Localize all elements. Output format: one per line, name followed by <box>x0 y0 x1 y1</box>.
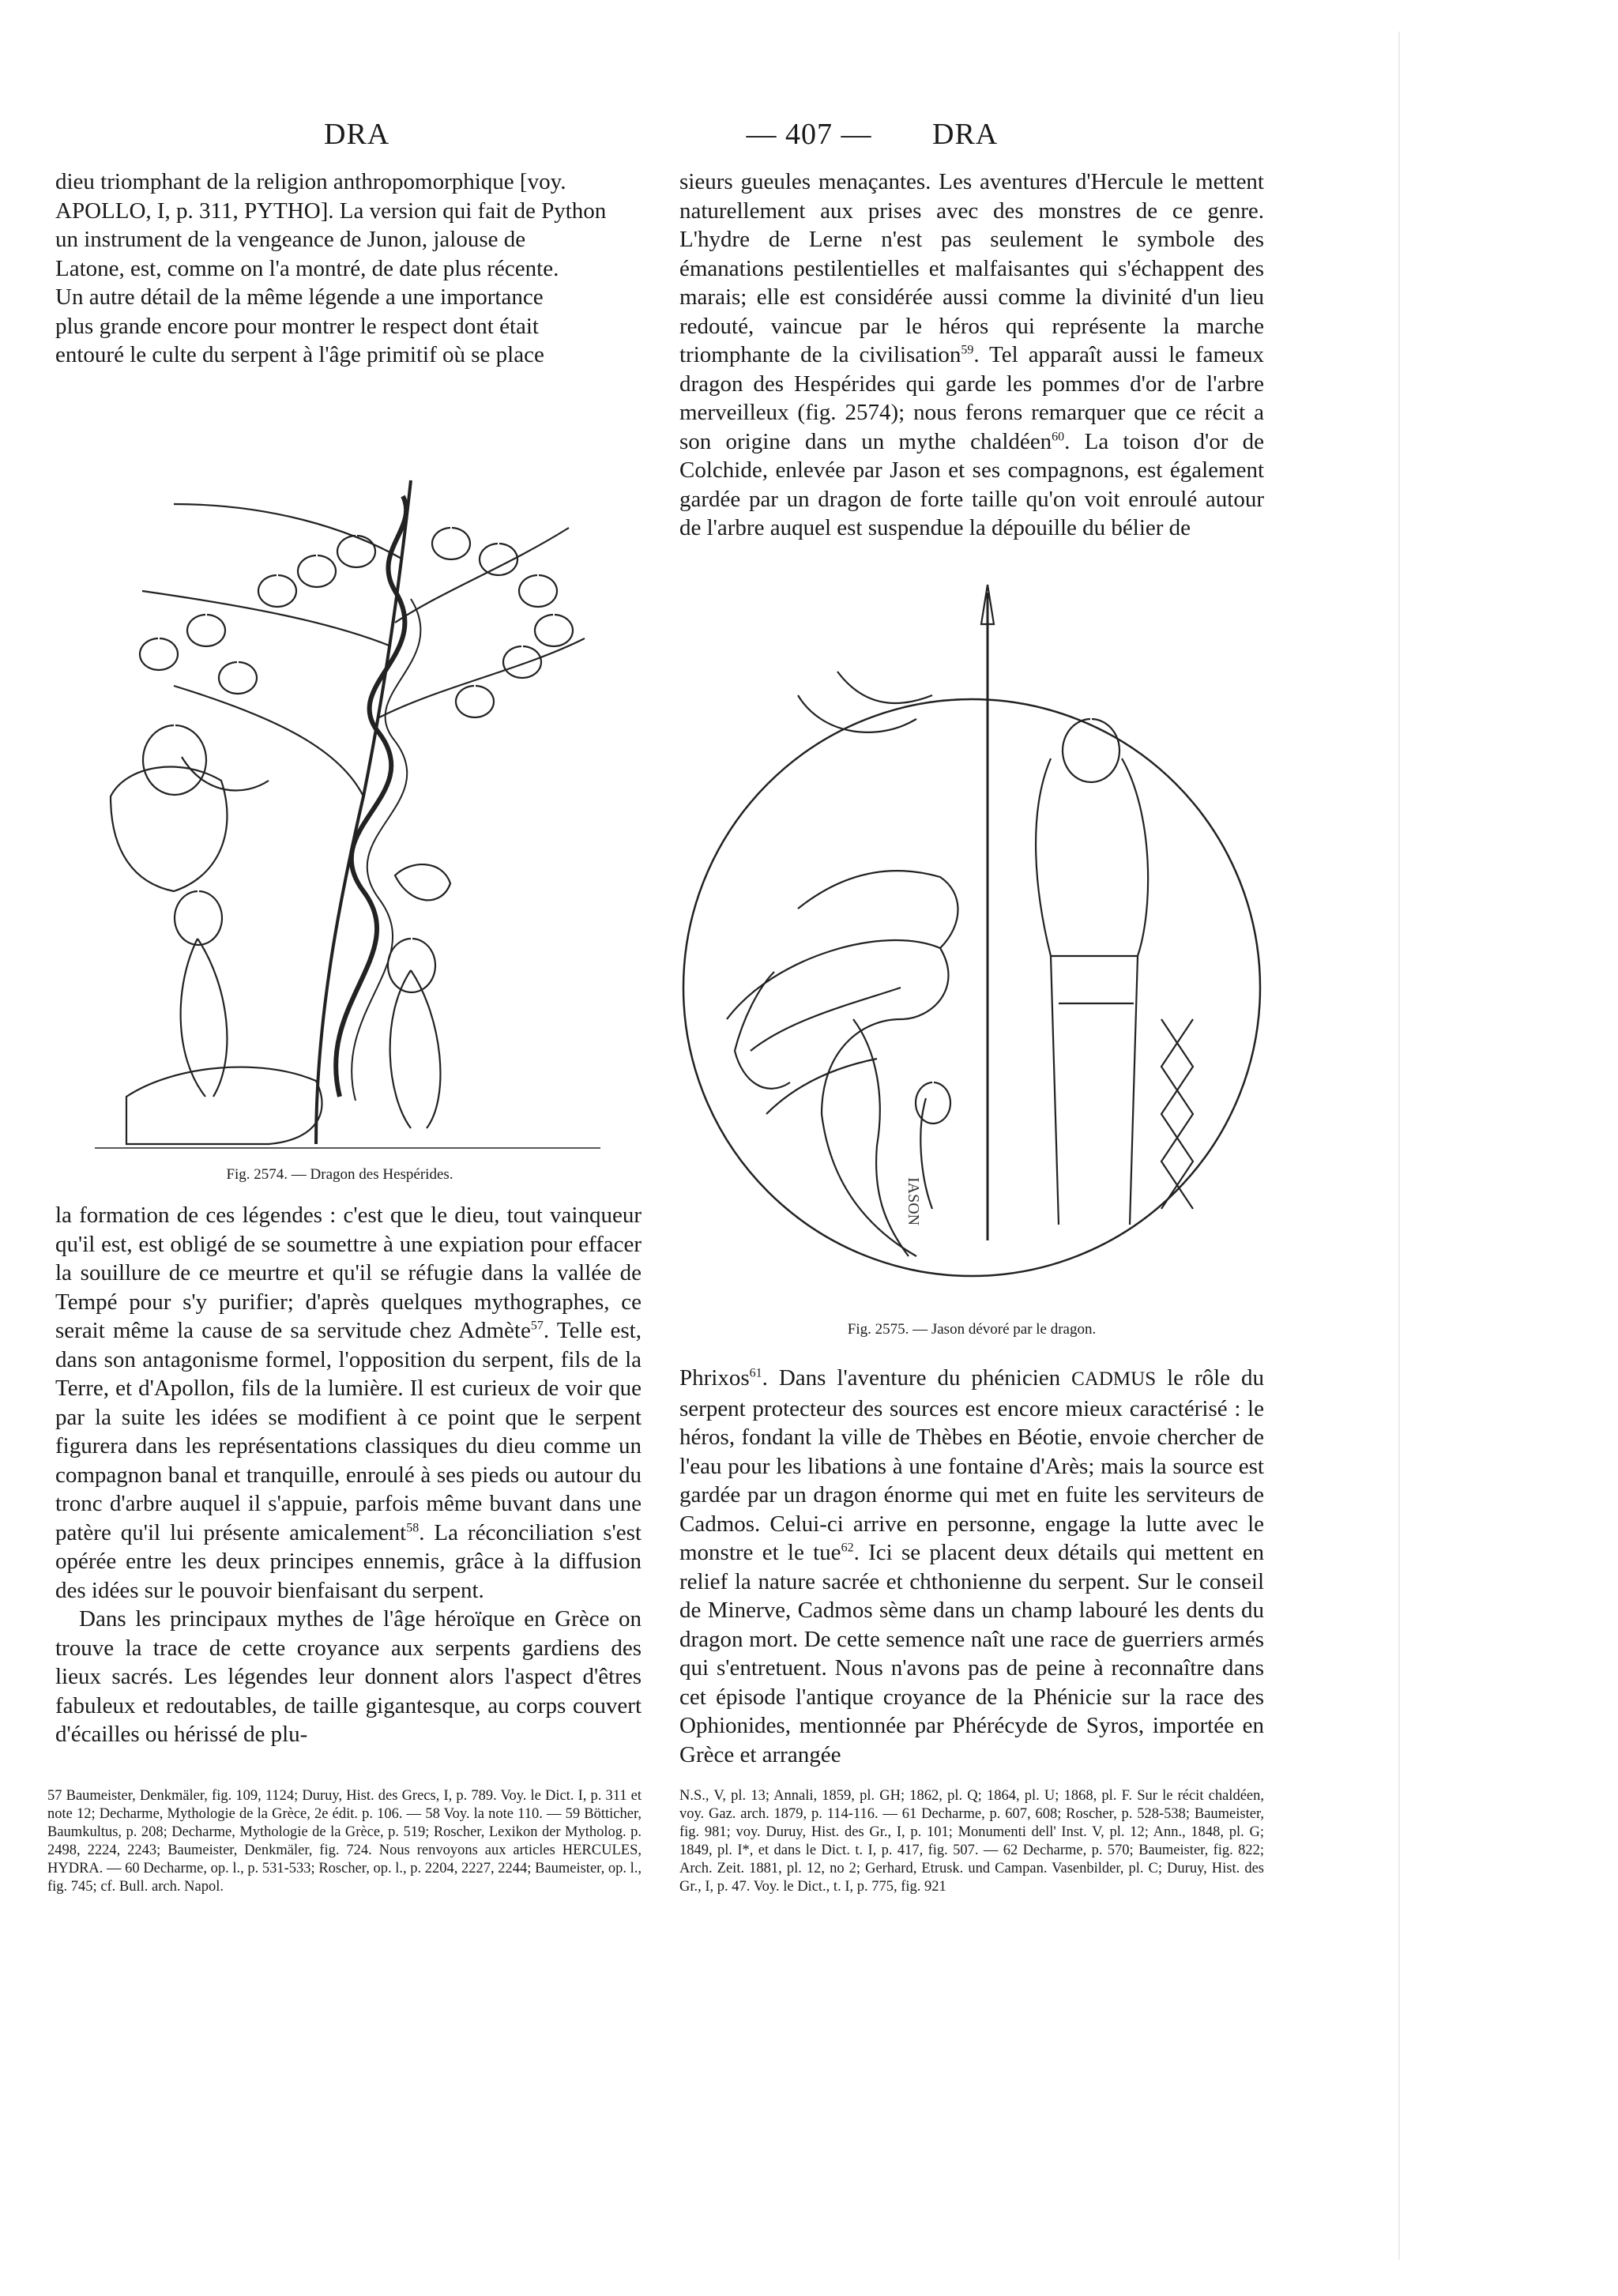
text-run: . La réconciliation s'est opérée entre les deux principes ennemis, grâce à la diffusion des idées sur le pouvoir bienfaisant du serpent. <box>55 1519 642 1603</box>
figure-dragon-hesperides <box>79 386 616 1152</box>
figure-jason-dragon <box>679 577 1264 1304</box>
text-line: un instrument de la vengeance de Junon, jalouse de <box>55 227 526 252</box>
footnote-ref: 61 <box>749 1366 762 1380</box>
hesperides-illustration <box>79 386 616 1152</box>
iason-inscription: IASON <box>905 1177 922 1226</box>
footnotes-right <box>679 1787 1264 1896</box>
text-run: sieurs gueules menaçantes. Les aventures d'Hercule le mettent naturellement aux prises avec des monstres de ce genre. L'hydre de Lerne n'est pas seulement le symbole des émanations pestilentielles et malfaisantes qui s'échappent des marais; elle est considérée aussi comme la divinité d'un lieu redouté, vaincue par le héros qui représente la marche triomphante de la civilisation <box>679 169 1264 367</box>
footnote-ref: 60 <box>1052 429 1065 443</box>
running-head-left: DRA <box>324 118 390 151</box>
figure-caption: Fig. 2575. — Jason dévoré par le dragon. <box>847 1321 1097 1338</box>
text-line: APOLLO, I, p. 311, PYTHO]. La version qui fait de Python <box>55 198 607 224</box>
text-run: Phrixos <box>679 1365 750 1391</box>
running-head-right: DRA <box>932 118 999 151</box>
footnote-ref: 59 <box>961 343 974 357</box>
text-line: entouré le culte du serpent à l'âge primitif où se place <box>55 342 544 367</box>
right-column-top <box>679 167 1264 543</box>
paragraph <box>55 1201 642 1605</box>
page-edge-shadow <box>1398 32 1400 2260</box>
text-line: dieu triomphant de la religion anthropomorphique [voy. <box>55 169 566 194</box>
text-run: . Dans l'aventure du phénicien <box>762 1365 1072 1391</box>
page-number: — 407 — <box>746 118 872 151</box>
text-run: . La toison d'or de Colchide, enlevée par Jason et ses compagnons, est également gardée par un dragon de forte taille qu'on voit enroulé autour de l'arbre auquel est suspendue la dépouille du bélier de <box>679 428 1264 540</box>
left-column-top <box>55 167 642 370</box>
footnotes-left <box>47 1787 642 1896</box>
paragraph <box>679 1364 1264 1769</box>
footnote-ref: 58 <box>406 1520 420 1534</box>
article-crossref: CADMUS <box>1071 1368 1157 1390</box>
right-column-bottom <box>679 1364 1264 1769</box>
text-run: . Telle est, dans son antagonisme formel, l'opposition du serpent, fils de la Terre, et d'Apollon, fils de la lumière. Il est curieux de voir que par la suite les idées se modifient à ce point que le serpent figurera dans les représentations classiques du dieu comme un compagnon banal et tranquille, enroulé à ses pieds ou autour du tronc d'arbre auquel il s'appuie, parfois même buvant dans une patère qu'il lui présente amicalement <box>55 1318 642 1545</box>
jason-medallion-illustration <box>679 577 1264 1304</box>
paragraph: Dans les principaux mythes de l'âge héroïque en Grèce on trouve la trace de cette croyance aux serpents gardiens des lieux sacrés. Les légendes leur donnent alors l'aspect d'êtres fabuleux et redoutables, de taille gigantesque, au corps couvert d'écailles ou hérissé de plu- <box>55 1606 642 1747</box>
text-line: plus grande encore pour montrer le respect dont était <box>55 313 539 339</box>
text-line: Un autre détail de la même légende a une importance <box>55 284 544 310</box>
footnote-text: 57 Baumeister, Denkmäler, fig. 109, 1124; Duruy, Hist. des Grecs, I, p. 789. Voy. le Dict. I, p. 311 et note 12; Decharme, Mythologie de la Grèce, 2e édit. p. 106. — 58 Voy. la note 110. — 59 Bötticher, Baumkultus, p. 208; Decharme, Mythologie de la Grèce, p. 519; Roscher, Lexikon der Mytholog. p. 2498, 2224, 2243; Baumeister, Denkmäler, fig. 724. Nous renvoyons aux articles HERCULES, HYDRA. — 60 Decharme, op. l., p. 531-533; Roscher, op. l., p. 2204, 2227, 2244; Baumeister, op. l., fig. 745; cf. Bull. arch. Napol. <box>47 1788 642 1895</box>
text-run: . Ici se placent deux détails qui mettent en relief la nature sacrée et chthonienne du serpent. Sur le conseil de Minerve, Cadmos sème dans un champ labouré les dents du dragon mort. De cette semence naît une race de guerriers armés qui s'entretuent. Nous n'avons pas de peine à reconnaître dans cet épisode l'antique croyance de la Phénicie sur la race des Ophionides, mentionnée par Phérécyde de Syros, importée en Grèce et arrangée <box>679 1540 1264 1767</box>
footnote-text: N.S., V, pl. 13; Annali, 1859, pl. GH; 1862, pl. Q; 1864, pl. U; 1868, pl. F. Sur le récit chaldéen, voy. Gaz. arch. 1879, p. 114-116. — 61 Decharme, p. 607, 608; Roscher, p. 528-538; Baumeister, fig. 981; voy. Duruy, Hist. des Gr., I, p. 101; Monumenti dell' Inst. V, pl. 12; Ann., 1848, pl. G; 1849, pl. I*, et dans le Dict. t. I, p. 417, fig. 507. — 62 Decharme, p. 570; Baumeister, fig. 822; Arch. Zeit. 1881, pl. 12, no 2; Gerhard, Etrusk. und Campan. Vasenbilder, pl. C; Duruy, Hist. des Gr., I, p. 47. Voy. le Dict., t. I, p. 775, fig. 921 <box>679 1788 1264 1895</box>
text-run: . Tel apparaît aussi le fameux dragon des Hespérides qui garde les pommes d'or de l'arbre merveilleux (fig. 2574); nous ferons remarquer que ce récit a son origine dans un mythe chaldéen <box>679 342 1264 454</box>
figure-caption: Fig. 2574. — Dragon des Hespérides. <box>226 1166 453 1183</box>
text-run: la formation de ces légendes : c'est que le dieu, tout vainqueur qu'il est, est obligé de se soumettre à une expiation pour effacer la souillure de ce meurtre et qu'il se réfugie dans la vallée de Tempé pour s'y purifier; d'après quelques mythographes, ce serait même la cause de sa servitude chez Admète <box>55 1203 642 1343</box>
left-column-bottom <box>55 1201 642 1749</box>
paragraph <box>679 167 1264 543</box>
footnote-ref: 57 <box>530 1319 544 1333</box>
text-line: Latone, est, comme on l'a montré, de date plus récente. <box>55 255 559 281</box>
text-run: le rôle du serpent protecteur des sources est encore mieux caractérisé : le héros, fondant la ville de Thèbes en Béotie, envoie chercher de l'eau pour les libations à une fontaine d'Arès; mais la source est gardée par un dragon énorme qui met en fuite les serviteurs de Cadmos. Celui-ci arrive en personne, engage la lutte avec le monstre et le tue <box>679 1365 1264 1565</box>
footnote-ref: 62 <box>841 1541 854 1555</box>
